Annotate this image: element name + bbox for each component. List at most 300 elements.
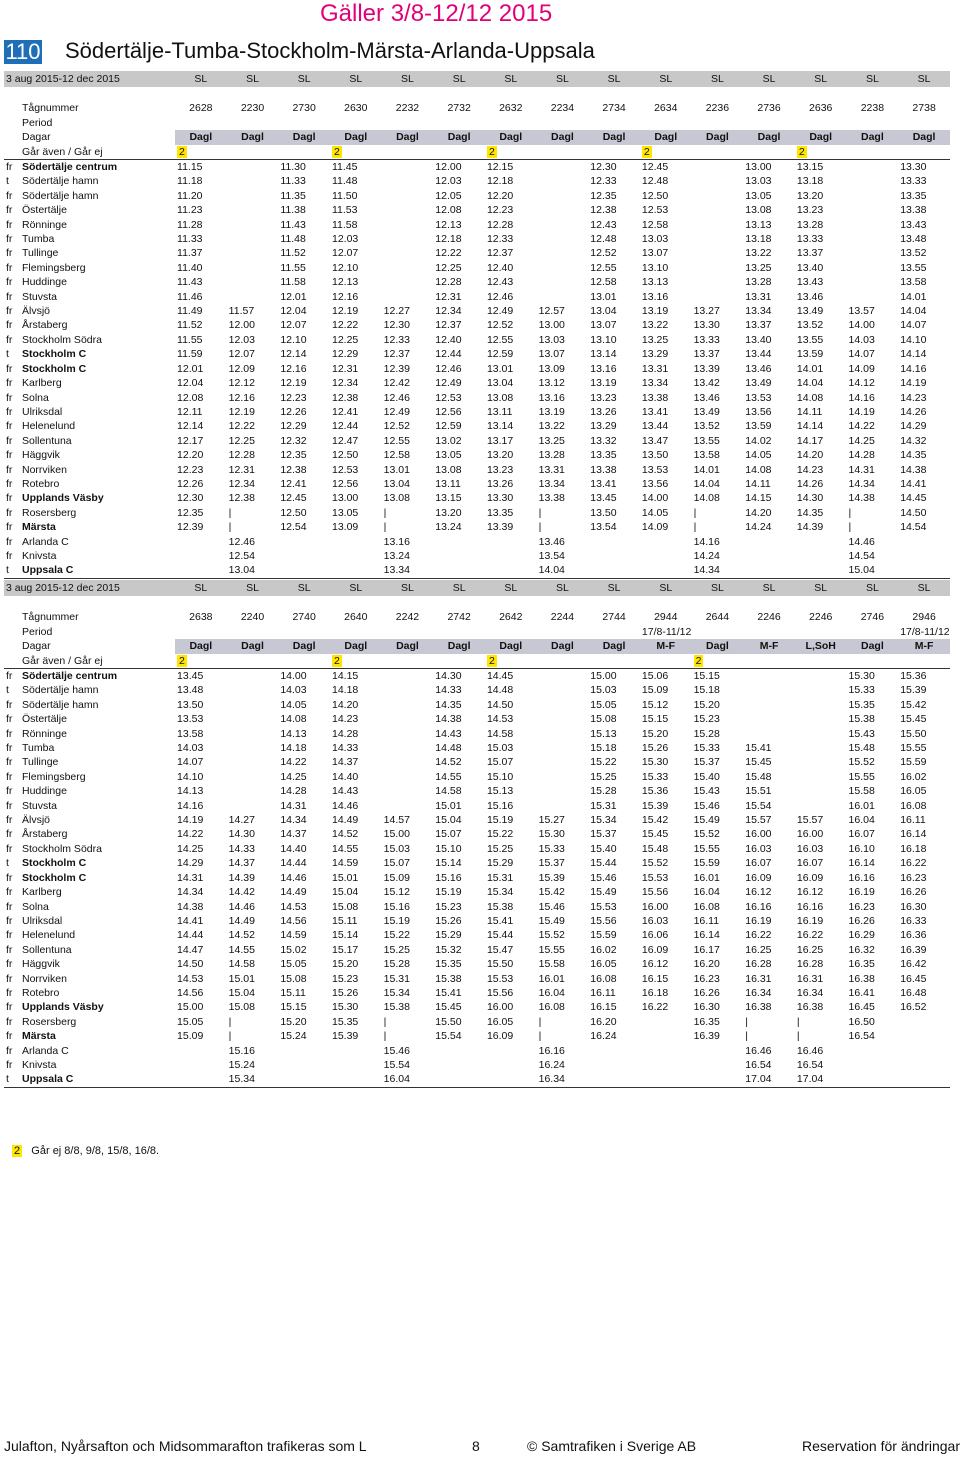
train-number-row-cell: 2630 <box>344 102 368 115</box>
time-cell: 14.53 <box>280 900 307 913</box>
time-cell: 14.38 <box>848 492 875 505</box>
period-row-cell <box>382 116 434 130</box>
time-cell: 15.26 <box>331 986 359 999</box>
stop-row <box>4 246 950 260</box>
time-cell: 12.31 <box>435 290 462 303</box>
time-cell: 13.00 <box>538 319 565 332</box>
time-cell: 12.49 <box>486 305 514 318</box>
time-cell: 12.30 <box>590 161 617 174</box>
time-cell: 16.07 <box>848 828 875 841</box>
time-cell: 15.16 <box>228 1044 255 1057</box>
operator-cell: SL <box>898 580 950 596</box>
time-cell <box>692 232 744 246</box>
time-cell <box>795 683 847 697</box>
time-cell: 12.13 <box>435 218 462 231</box>
time-cell: 15.30 <box>641 756 669 769</box>
stop-prefix: fr <box>6 218 13 231</box>
time-cell: 16.38 <box>796 1001 824 1014</box>
stop-prefix: t <box>6 175 9 188</box>
time-cell: 15.24 <box>228 1058 255 1071</box>
notes-row-cell <box>485 654 537 669</box>
time-cell: 12.19 <box>331 305 359 318</box>
time-cell <box>227 275 279 289</box>
time-cell: 14.58 <box>486 727 514 740</box>
stop-prefix: fr <box>6 549 13 562</box>
time-cell <box>485 1058 537 1072</box>
time-cell <box>433 563 485 578</box>
time-cell: 13.03 <box>745 175 772 188</box>
time-cell: 12.52 <box>383 420 410 433</box>
spacer-row <box>4 87 950 101</box>
period-row-cell <box>847 625 899 639</box>
timetable-2 <box>4 580 950 1088</box>
time-cell: 13.08 <box>383 492 410 505</box>
days-row-cell: Dagl <box>175 130 227 144</box>
time-cell: 16.08 <box>538 1001 565 1014</box>
time-cell <box>382 712 434 726</box>
time-cell: 13.53 <box>641 463 669 476</box>
time-cell: 15.49 <box>693 814 720 827</box>
spacer-row <box>4 596 950 610</box>
days-row-cell: L,SoH <box>795 639 847 653</box>
time-cell <box>485 563 537 578</box>
time-cell: 14.00 <box>641 492 669 505</box>
time-cell: 15.38 <box>383 1001 410 1014</box>
time-cell: 14.28 <box>848 449 875 462</box>
time-cell: 12.20 <box>486 189 514 202</box>
time-cell: 15.43 <box>693 785 720 798</box>
time-cell: 15.54 <box>383 1058 410 1071</box>
stop-prefix: fr <box>6 1030 13 1043</box>
time-cell: 15.35 <box>331 1015 359 1028</box>
days-row-cell: Dagl <box>278 639 330 653</box>
time-cell: 14.37 <box>331 756 359 769</box>
time-cell: 14.29 <box>177 857 204 870</box>
time-cell <box>847 275 899 289</box>
time-cell: 14.55 <box>331 842 359 855</box>
time-cell: 12.38 <box>280 463 307 476</box>
time-cell: 14.43 <box>435 727 462 740</box>
time-cell: 15.40 <box>590 842 617 855</box>
time-cell: 15.53 <box>590 900 617 913</box>
stop-name: Årstaberg <box>22 828 68 841</box>
stop-name: Östertälje <box>22 713 67 726</box>
time-cell: 11.58 <box>331 218 358 231</box>
time-cell <box>227 174 279 188</box>
header-row <box>4 71 950 87</box>
time-cell: 15.39 <box>900 684 927 697</box>
time-cell: 13.44 <box>745 348 772 361</box>
stop-name: Stockholm C <box>22 362 87 375</box>
time-cell: 14.38 <box>435 713 462 726</box>
time-cell: 15.03 <box>590 684 617 697</box>
time-cell: 13.25 <box>745 261 772 274</box>
stop-prefix: fr <box>6 189 13 202</box>
time-cell: 13.19 <box>641 305 669 318</box>
stop-prefix: fr <box>6 770 13 783</box>
time-cell: 12.31 <box>331 362 359 375</box>
time-cell: 13.02 <box>435 434 462 447</box>
time-cell: 14.53 <box>486 713 514 726</box>
stop-row <box>4 871 950 885</box>
days-row-cell: Dagl <box>330 639 382 653</box>
time-cell <box>537 174 589 188</box>
time-cell: | <box>796 1015 800 1028</box>
time-cell: | <box>848 521 852 534</box>
stop-prefix: fr <box>6 434 13 447</box>
time-cell: 15.39 <box>641 799 669 812</box>
time-cell: 14.54 <box>900 521 927 534</box>
time-cell: 14.26 <box>900 405 927 418</box>
time-cell: 16.38 <box>848 972 875 985</box>
time-cell <box>485 549 537 563</box>
operator-cell: SL <box>433 71 485 87</box>
time-cell: 15.49 <box>538 914 565 927</box>
note-marker: 2 <box>333 654 340 667</box>
time-cell: 12.40 <box>435 333 462 346</box>
time-cell: 13.55 <box>796 333 824 346</box>
stop-row <box>4 770 950 784</box>
time-cell: 16.31 <box>796 972 824 985</box>
stop-prefix: fr <box>6 814 13 827</box>
time-cell: 13.05 <box>331 506 359 519</box>
time-cell <box>847 232 899 246</box>
time-cell <box>537 799 589 813</box>
time-cell: 14.24 <box>693 549 720 562</box>
time-cell: 16.26 <box>900 886 927 899</box>
stop-row <box>4 741 950 755</box>
period-row-cell <box>485 625 537 639</box>
time-cell <box>588 1058 640 1072</box>
period-row-cell: 17/8-11/12 <box>641 625 692 638</box>
notes-row-cell <box>588 145 640 160</box>
time-cell: 14.53 <box>177 972 204 985</box>
time-cell <box>433 1044 485 1058</box>
time-cell: 12.26 <box>280 405 307 418</box>
time-cell: 14.56 <box>280 914 307 927</box>
stop-name: Upplands Väsby <box>22 492 104 505</box>
time-cell: 16.09 <box>486 1030 514 1043</box>
time-cell: 16.14 <box>848 857 875 870</box>
time-cell: 12.22 <box>435 247 462 260</box>
time-cell: 12.07 <box>280 319 307 332</box>
train-number-row-cell: 2234 <box>550 102 575 115</box>
line-title: Södertälje-Tumba-Stockholm-Märsta-Arlanda-Uppsala <box>65 38 595 63</box>
prefix-cell <box>4 130 20 144</box>
stop-name: Södertälje hamn <box>22 189 99 202</box>
time-cell: 13.35 <box>900 189 927 202</box>
time-cell <box>330 549 382 563</box>
time-cell: 12.23 <box>177 463 204 476</box>
stop-name: Tullinge <box>22 247 59 260</box>
time-cell: 13.09 <box>538 362 565 375</box>
time-cell <box>227 669 279 684</box>
time-cell: 16.08 <box>590 972 617 985</box>
time-cell: 14.08 <box>745 463 772 476</box>
days-row-cell: Dagl <box>485 130 537 144</box>
time-cell: 14.50 <box>486 698 514 711</box>
time-cell: 13.12 <box>538 377 565 390</box>
stop-row <box>4 275 950 289</box>
stop-name: Sollentuna <box>22 943 72 956</box>
time-cell: 13.43 <box>796 276 824 289</box>
stop-row <box>4 362 950 376</box>
time-cell: | <box>228 521 232 534</box>
stop-prefix: fr <box>6 161 13 174</box>
time-cell: 15.13 <box>590 727 617 740</box>
period-row-cell <box>743 116 795 130</box>
time-cell: 12.33 <box>590 175 617 188</box>
train-number-row <box>4 610 950 624</box>
time-cell: 11.49 <box>177 305 203 318</box>
time-cell: 15.00 <box>383 828 410 841</box>
time-cell <box>382 727 434 741</box>
time-cell: 15.39 <box>538 871 565 884</box>
time-cell <box>227 218 279 232</box>
time-cell: 14.30 <box>796 492 824 505</box>
time-cell: 14.31 <box>280 799 307 812</box>
time-cell <box>278 549 330 563</box>
time-cell: 11.18 <box>177 175 203 188</box>
time-cell: 13.59 <box>745 420 772 433</box>
time-cell: 14.55 <box>435 770 462 783</box>
time-cell: 13.20 <box>435 506 462 519</box>
stop-row <box>4 376 950 390</box>
days-row-cell: Dagl <box>588 130 640 144</box>
time-cell: 13.52 <box>693 420 720 433</box>
time-cell <box>537 275 589 289</box>
stop-row <box>4 957 950 971</box>
time-cell: 14.46 <box>280 871 307 884</box>
time-cell: 14.07 <box>848 348 875 361</box>
time-cell: 16.34 <box>537 1072 589 1087</box>
time-cell: 16.16 <box>848 871 875 884</box>
time-cell: 13.30 <box>900 161 927 174</box>
note-marker: 2 <box>488 145 495 158</box>
time-cell <box>330 1072 382 1087</box>
time-cell: 14.38 <box>900 463 927 476</box>
time-cell: 13.32 <box>590 434 617 447</box>
time-cell: 11.52 <box>177 319 203 332</box>
time-cell: 14.11 <box>745 477 771 490</box>
time-cell <box>537 683 589 697</box>
time-cell <box>692 290 744 304</box>
stop-row <box>4 218 950 232</box>
time-cell: 15.26 <box>435 914 462 927</box>
time-cell: 14.48 <box>435 742 462 755</box>
time-cell <box>537 770 589 784</box>
time-cell: 13.56 <box>641 477 669 490</box>
time-cell: 14.31 <box>848 463 875 476</box>
stop-name: Uppsala C <box>20 1072 175 1087</box>
notes-row <box>4 145 950 160</box>
time-cell: 13.41 <box>590 477 617 490</box>
stop-name: Rosersberg <box>22 1015 77 1028</box>
time-cell: 13.39 <box>486 521 514 534</box>
time-cell: 12.39 <box>177 521 204 534</box>
time-cell <box>278 1072 330 1087</box>
time-cell: 14.22 <box>848 420 875 433</box>
train-number-row-cell: 2740 <box>292 611 316 624</box>
period-row-cell <box>537 116 589 130</box>
time-cell <box>795 712 847 726</box>
notes-row-cell <box>795 654 847 669</box>
notes-row-cell <box>795 145 847 160</box>
time-cell: 16.24 <box>590 1030 617 1043</box>
train-number-row-cell: 2246 <box>757 611 781 624</box>
stop-name: Årstaberg <box>22 319 68 332</box>
time-cell <box>692 189 744 203</box>
time-cell: 12.14 <box>280 348 307 361</box>
stop-name: Karlberg <box>22 886 62 899</box>
stop-name: Ulriksdal <box>22 405 63 418</box>
time-cell: 14.27 <box>228 814 255 827</box>
stop-row <box>4 434 950 448</box>
time-cell: 16.04 <box>382 1072 434 1087</box>
stop-prefix: fr <box>6 1001 13 1014</box>
time-cell: 14.26 <box>796 477 824 490</box>
time-cell: 16.07 <box>745 857 772 870</box>
time-cell: 14.05 <box>280 698 307 711</box>
time-cell: 15.11 <box>331 914 358 927</box>
time-cell: 14.10 <box>900 333 927 346</box>
stop-row <box>4 827 950 841</box>
operator-cell: SL <box>847 71 899 87</box>
stop-row <box>4 491 950 505</box>
time-cell <box>795 799 847 813</box>
time-cell: 13.43 <box>900 218 927 231</box>
train-number-row-cell: 2236 <box>705 102 730 115</box>
time-cell <box>537 160 589 175</box>
stop-row <box>4 1058 950 1072</box>
time-cell <box>382 203 434 217</box>
stop-row <box>4 727 950 741</box>
time-cell: 16.50 <box>848 1015 875 1028</box>
train-number-row-cell: 2736 <box>757 102 781 115</box>
time-cell: 13.27 <box>693 305 720 318</box>
stop-name: Rosersberg <box>22 506 77 519</box>
time-cell: | <box>228 1015 232 1028</box>
time-cell: 15.16 <box>486 799 514 812</box>
operator-cell: SL <box>898 71 950 87</box>
period-row-cell <box>640 116 692 130</box>
days-row <box>4 639 950 653</box>
time-cell: 16.23 <box>693 972 720 985</box>
time-cell <box>433 535 485 549</box>
copyright: © Samtrafiken i Sverige AB <box>527 1438 697 1454</box>
stop-prefix: fr <box>6 1058 13 1071</box>
time-cell: 16.00 <box>796 828 824 841</box>
time-cell: 14.09 <box>641 521 669 534</box>
stop-prefix: fr <box>6 828 13 841</box>
time-cell: 14.15 <box>331 670 359 683</box>
time-cell: 15.59 <box>590 929 617 942</box>
stop-name: Solna <box>22 391 49 404</box>
time-cell: 13.14 <box>486 420 514 433</box>
time-cell: 12.28 <box>486 218 514 231</box>
time-cell <box>795 770 847 784</box>
stop-row <box>4 986 950 1000</box>
time-cell: 12.48 <box>641 175 669 188</box>
time-cell: 16.11 <box>590 986 616 999</box>
time-cell: 15.31 <box>383 972 410 985</box>
time-cell: 12.35 <box>280 449 307 462</box>
time-cell: 13.31 <box>538 463 565 476</box>
time-cell: 16.35 <box>848 958 875 971</box>
time-cell: 15.46 <box>590 871 617 884</box>
time-cell: 12.49 <box>435 377 462 390</box>
time-cell: 15.14 <box>331 929 359 942</box>
time-cell <box>588 1072 640 1087</box>
stop-prefix: fr <box>6 886 13 899</box>
prefix-cell <box>4 116 20 130</box>
operator-cell: SL <box>330 580 382 596</box>
time-cell: 11.48 <box>331 175 358 188</box>
time-cell: 15.19 <box>435 886 462 899</box>
time-cell: 12.59 <box>435 420 462 433</box>
time-cell: 15.30 <box>538 828 565 841</box>
time-cell: 13.34 <box>641 377 669 390</box>
time-cell: 13.40 <box>796 261 824 274</box>
time-cell: 13.10 <box>590 333 617 346</box>
time-cell <box>692 160 744 175</box>
time-cell <box>485 1072 537 1087</box>
notes-row-cell <box>640 145 692 160</box>
time-cell: 11.55 <box>177 333 203 346</box>
time-cell: 12.46 <box>486 290 514 303</box>
time-cell: 12.17 <box>177 434 204 447</box>
stop-name: Älvsjö <box>22 814 51 827</box>
time-cell: 15.53 <box>641 871 669 884</box>
train-number-row-cell: 2946 <box>912 611 936 624</box>
time-cell: 16.14 <box>693 929 720 942</box>
time-cell: 15.56 <box>486 986 514 999</box>
time-cell: 12.05 <box>435 189 462 202</box>
notes-row-cell <box>847 145 899 160</box>
time-cell: 14.46 <box>228 900 255 913</box>
time-cell <box>537 741 589 755</box>
stop-prefix: fr <box>6 900 13 913</box>
days-row-cell: Dagl <box>382 639 434 653</box>
time-cell: 13.46 <box>538 535 565 548</box>
time-cell: 15.46 <box>538 900 565 913</box>
note-marker: 2 <box>488 654 495 667</box>
time-cell: 15.55 <box>848 770 875 783</box>
notes-row-cell <box>692 145 744 160</box>
time-cell: 12.29 <box>280 420 307 433</box>
time-cell: | <box>228 506 232 519</box>
time-cell: | <box>848 506 852 519</box>
spacer-cell <box>4 596 950 610</box>
stop-row <box>4 448 950 462</box>
time-cell: 15.19 <box>486 814 514 827</box>
time-cell <box>382 275 434 289</box>
time-cell: 14.41 <box>900 477 927 490</box>
time-cell: 12.09 <box>228 362 255 375</box>
time-cell: 14.23 <box>796 463 824 476</box>
time-cell <box>537 290 589 304</box>
time-cell: 11.37 <box>177 247 203 260</box>
time-cell: 15.52 <box>538 929 565 942</box>
time-cell: 15.08 <box>590 713 617 726</box>
time-cell: 12.44 <box>331 420 359 433</box>
time-cell <box>382 683 434 697</box>
time-cell <box>227 683 279 697</box>
operator-cell: SL <box>485 580 537 596</box>
time-cell: 14.10 <box>177 770 204 783</box>
time-cell <box>847 246 899 260</box>
time-cell: 16.39 <box>900 943 927 956</box>
